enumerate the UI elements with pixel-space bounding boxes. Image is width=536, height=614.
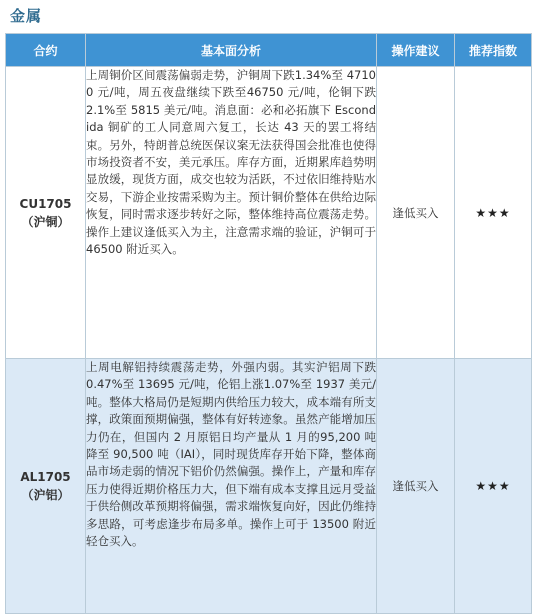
- contract-code: CU1705: [19, 196, 72, 211]
- advice-text: 逢低买入: [377, 359, 455, 614]
- table-row-al1705: [6, 359, 532, 614]
- contract-name: （沪铝）: [21, 488, 70, 502]
- section-title: 金属: [10, 7, 43, 25]
- contract-cell: [6, 67, 86, 359]
- header-contract: 合约: [6, 34, 86, 67]
- contract-name: （沪铜）: [21, 214, 70, 229]
- header-rating: 推荐指数: [455, 34, 532, 67]
- table-row-cu1705: [6, 67, 532, 359]
- contract-cell: [6, 359, 86, 614]
- rating-stars: ★★★: [455, 67, 532, 359]
- advice-text: 逢低买入: [377, 67, 455, 359]
- header-analysis: 基本面分析: [86, 34, 377, 67]
- table-header-row: [6, 34, 532, 67]
- commodity-analysis-table: [5, 33, 532, 614]
- contract-code: AL1705: [20, 470, 71, 484]
- analysis-text: 上周电解铝持续震荡走势，外强内弱。其实沪铝周下跌 0.47%至 13695 元/吨，伦铝上涨1.07%至 1937 美元/吨。整体大格局仍是短期内供给压力较大，成本端有所支撑，政策面预期偏强，整体有好转迹象。虽然产能增加压力仍在，但国内 2 月原铝日均产量从 1 月的95,200 吨降至 90,500 吨（IAI），同时现货库存开始下降，整体商品市场走弱的情况下铝价仍然偏强。操作上，产量和库存压力使得近期价格压力大，但下端有成本支撑且远月受益于供给侧改革预期将偏强，需求端恢复向好，因此仍维持多思路，可考虑逢步布局多单。操作上可于 13500 附近轻仓买入。: [86, 359, 377, 614]
- header-advice: 操作建议: [377, 34, 455, 67]
- analysis-text: 上周铜价区间震荡偏弱走势，沪铜周下跌1.34%至 47100 元/吨，周五夜盘继续下跌至46750 元/吨，伦铜下跌 2.1%至 5815 美元/吨。消息面：必和必拓旗下 Escondida 铜矿的工人同意周六复工，长达 43 天的罢工将结束。另外，特朗普总统医保议案无法获得国会批准也使得市场投资者不安，美元承压。库存方面，近期累库趋势明显放缓，现货方面，成交也较为活跃，不过依旧维持贴水交易，下游企业按需采购为主。预计铜价整体在供给边际恢复，同时需求逐步转好之际，整体维持高位震荡走势。操作上建议逢低买入为主，注意需求端的验证，沪铜可于 46500 附近买入。: [86, 67, 377, 359]
- rating-stars: ★★★: [455, 359, 532, 614]
